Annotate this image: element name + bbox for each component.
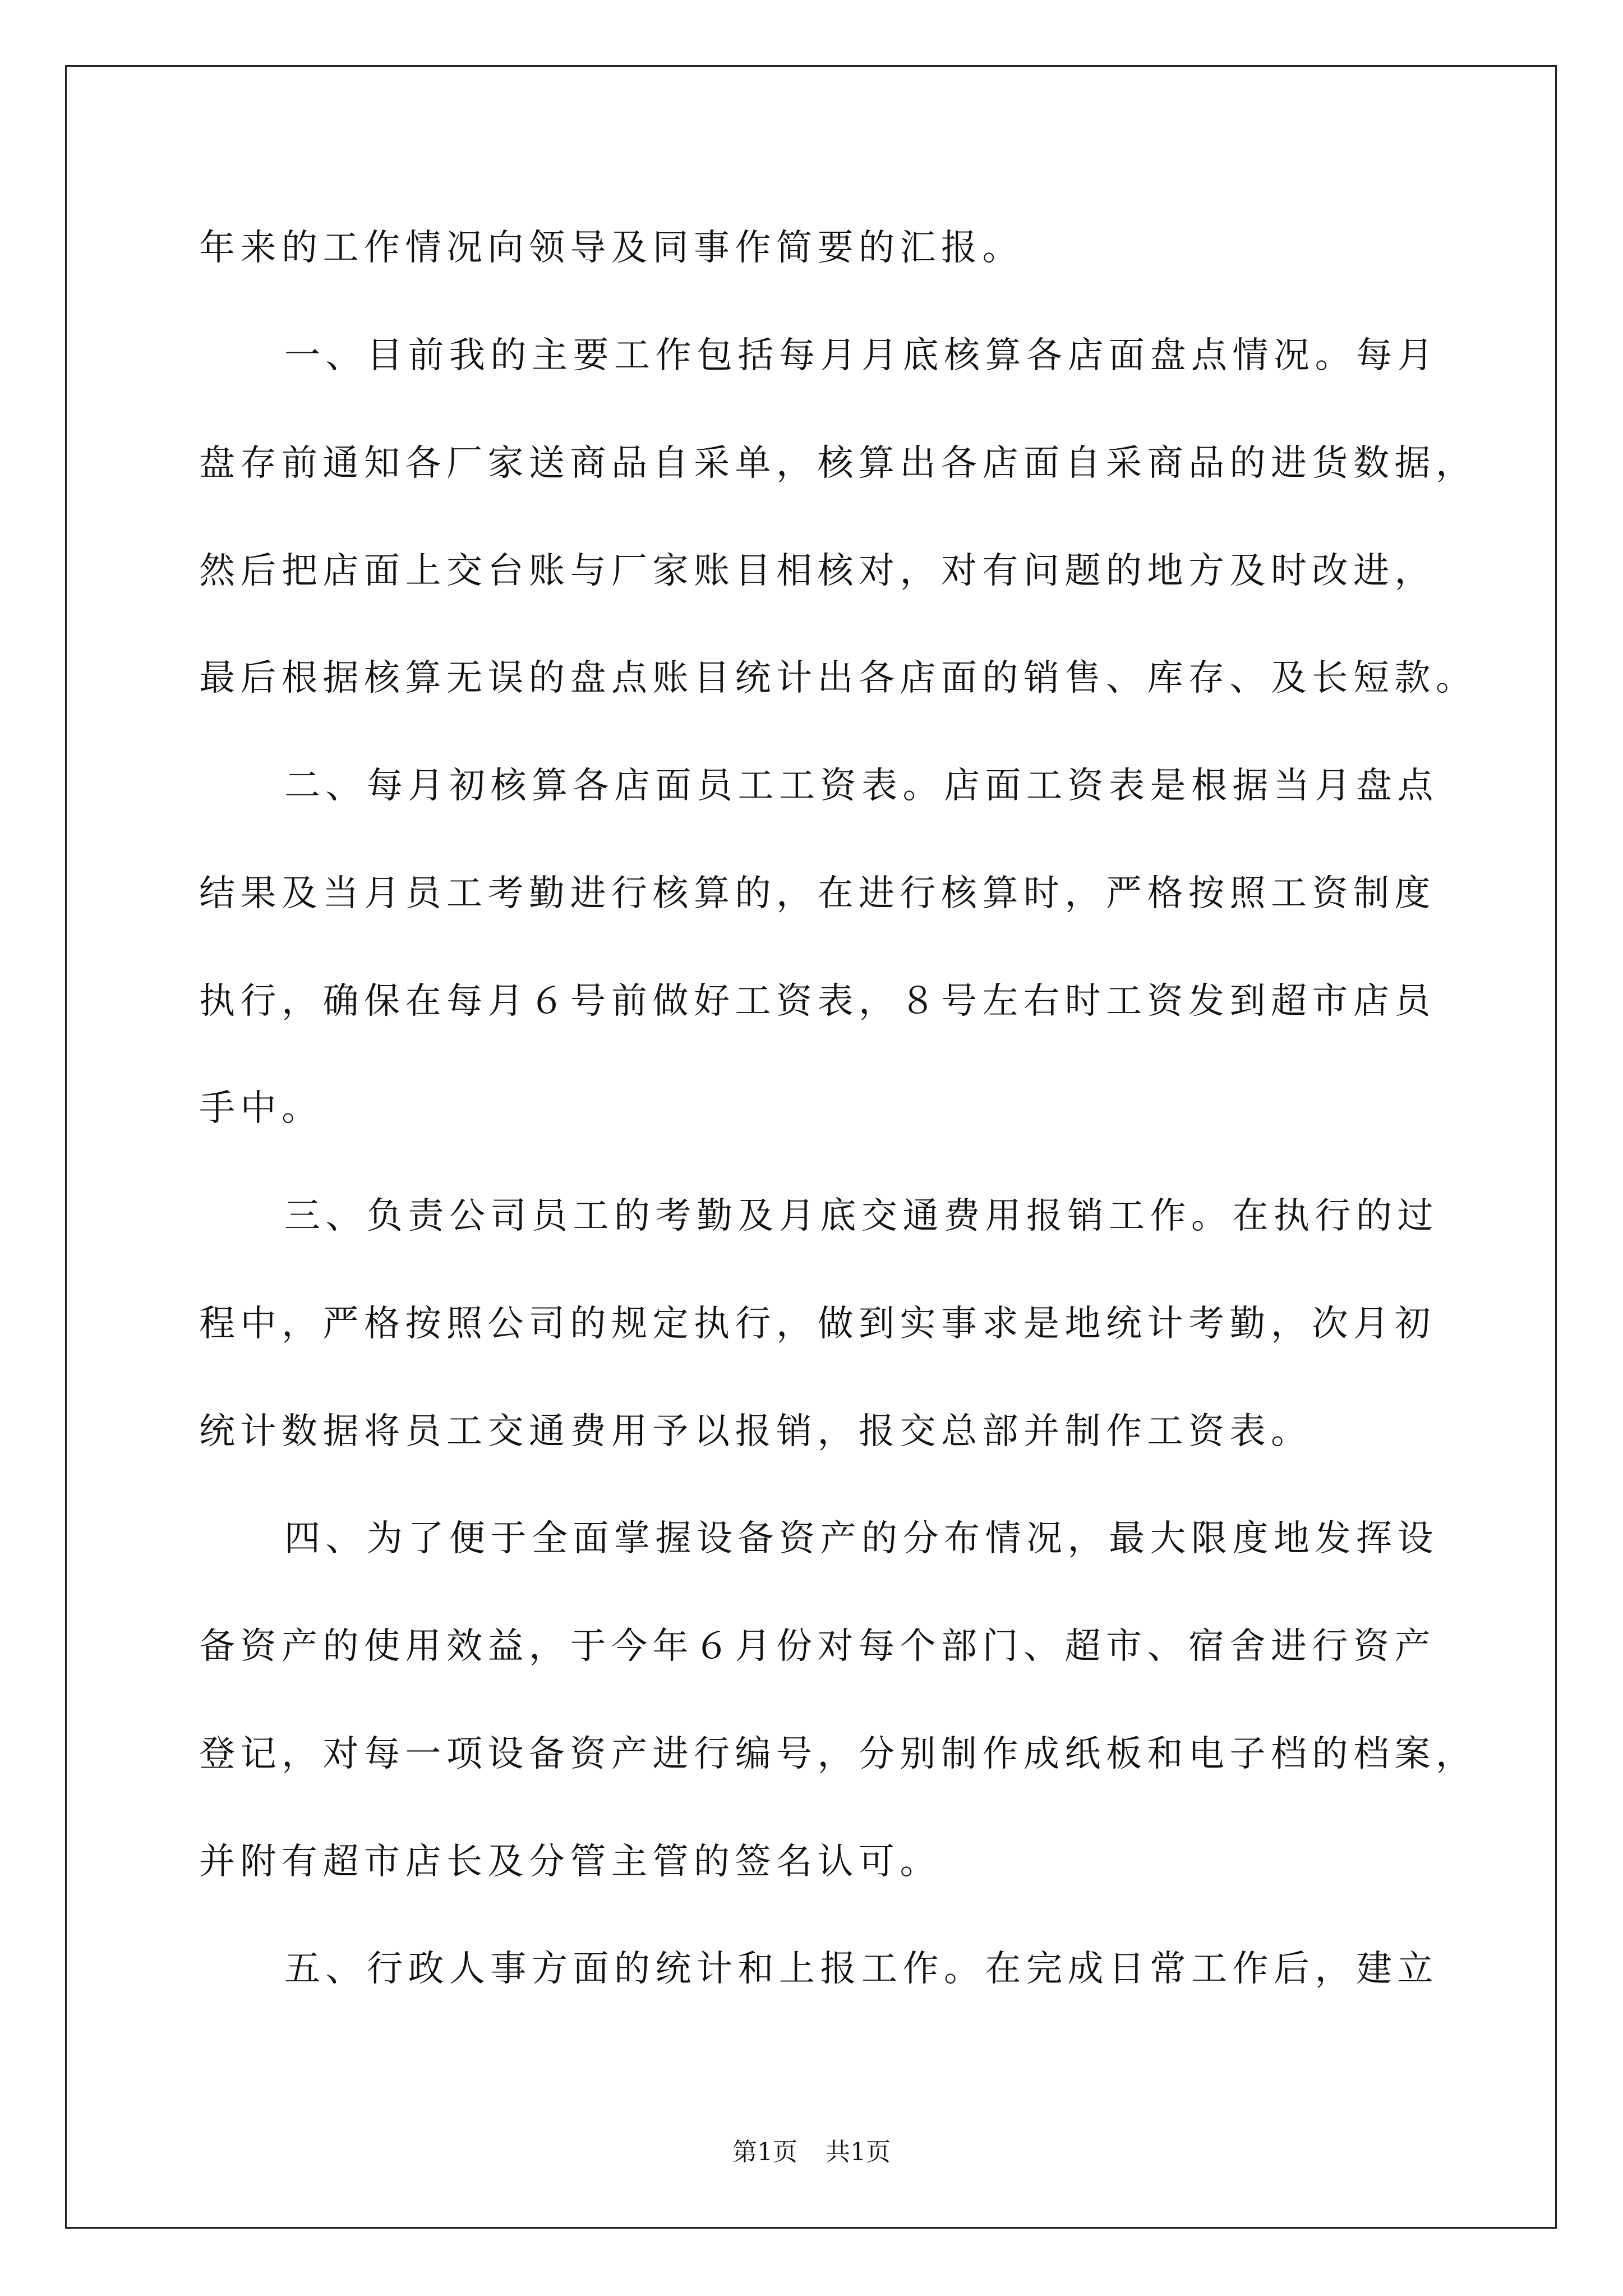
page-footer <box>0 2140 1623 2165</box>
page-number: 第1页 <box>732 2138 797 2166</box>
paragraph-line: 统计数据将员工交通费用予以报销，报交总部并制作工资表。 <box>199 1411 1312 1452</box>
paragraph-line: 然后把店面上交台账与厂家账目相核对，对有问题的地方及时改进， <box>199 550 1436 592</box>
paragraph-line: 手中。 <box>199 1088 323 1129</box>
paragraph-line: 年来的工作情况向领导及同事作简要的汇报。 <box>199 227 1023 269</box>
paragraph-line: 执行，确保在每月６号前做好工资表，８号左右时工资发到超市店员 <box>199 981 1436 1022</box>
paragraph-line: 备资产的使用效益，于今年６月份对每个部门、超市、宿舍进行资产 <box>199 1626 1436 1667</box>
paragraph-line: 二、每月初核算各店面员工工资表。店面工资表是根据当月盘点 <box>284 765 1438 807</box>
paragraph-line: 结果及当月员工考勤进行核算的，在进行核算时，严格按照工资制度 <box>199 873 1436 914</box>
page-border <box>65 65 1557 2229</box>
paragraph-line: 一、目前我的主要工作包括每月月底核算各店面盘点情况。每月 <box>284 335 1438 376</box>
paragraph-line: 三、负责公司员工的考勤及月底交通费用报销工作。在执行的过 <box>284 1195 1438 1237</box>
paragraph-line: 最后根据核算无误的盘点账目统计出各店面的销售、库存、及长短款。 <box>199 657 1477 699</box>
paragraph-line: 登记，对每一项设备资产进行编号，分别制作成纸板和电子档的档案， <box>199 1733 1477 1775</box>
paragraph-line: 并附有超市店长及分管主管的签名认可。 <box>199 1841 941 1883</box>
paragraph-line: 盘存前通知各厂家送商品自采单，核算出各店面自采商品的进货数据， <box>199 443 1477 484</box>
page-total: 共1页 <box>826 2138 891 2166</box>
paragraph-line: 五、行政人事方面的统计和上报工作。在完成日常工作后，建立 <box>284 1948 1438 1990</box>
paragraph-line: 程中，严格按照公司的规定执行，做到实事求是地统计考勤，次月初 <box>199 1303 1436 1345</box>
paragraph-line: 四、为了便于全面掌握设备资产的分布情况，最大限度地发挥设 <box>284 1518 1438 1559</box>
